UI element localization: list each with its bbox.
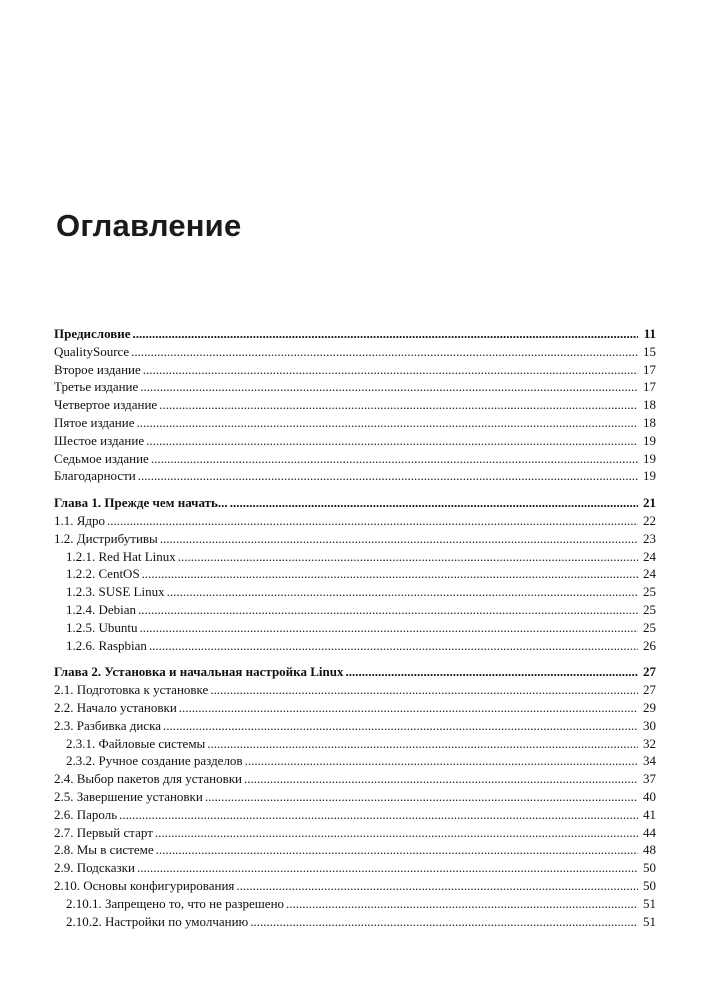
- toc-entry-label: 2.9. Подсказки: [54, 860, 135, 876]
- toc-entry-label: 2.8. Мы в системе: [54, 842, 154, 858]
- toc-entry: [54, 565, 656, 583]
- page-title: Оглавление: [56, 208, 242, 243]
- toc-entry-page-number: 29: [643, 699, 656, 715]
- toc-entry-label: QualitySource: [54, 343, 130, 359]
- toc-entry-label: Третье издание: [54, 379, 139, 395]
- dot-leader: [207, 735, 638, 753]
- toc-entry-page-number: 50: [643, 860, 656, 876]
- dot-leader: [244, 770, 638, 788]
- dot-leader: [138, 601, 638, 619]
- toc-entry: [54, 637, 656, 655]
- toc-entry-label: 2.2. Начало установки: [54, 699, 177, 715]
- toc-entry-label: Глава 2. Установка и начальная настройка Linux: [54, 664, 344, 680]
- toc-entry-page-number: 41: [643, 806, 656, 822]
- toc-entry-page-number: 18: [643, 414, 656, 430]
- dot-leader: [136, 414, 638, 432]
- toc-entry-label: Шестое издание: [54, 432, 145, 448]
- toc-entry-page-number: 22: [643, 512, 656, 528]
- dot-leader: [210, 681, 638, 699]
- toc-entry: [54, 530, 656, 548]
- toc-entry: [54, 752, 656, 770]
- toc-section: [54, 663, 656, 930]
- toc-entry-page-number: 32: [643, 735, 656, 751]
- table-of-contents: [54, 325, 656, 939]
- toc-entry: [54, 877, 656, 895]
- toc-entry: [54, 601, 656, 619]
- toc-entry-page-number: 34: [643, 753, 656, 769]
- toc-entry-label: 1.2.3. SUSE Linux: [66, 584, 165, 600]
- toc-entry-label: 1.2.1. Red Hat Linux: [66, 548, 176, 564]
- toc-entry-page-number: 17: [643, 361, 656, 377]
- toc-entry: [54, 619, 656, 637]
- dot-leader: [149, 637, 638, 655]
- toc-entry-label: 2.3.2. Ручное создание разделов: [66, 753, 243, 769]
- toc-entry: [54, 414, 656, 432]
- toc-entry-label: 2.5. Завершение установки: [54, 788, 203, 804]
- dot-leader: [142, 565, 638, 583]
- toc-entry: [54, 343, 656, 361]
- toc-entry-page-number: 19: [643, 450, 656, 466]
- dot-leader: [179, 699, 638, 717]
- dot-leader: [131, 343, 638, 361]
- dot-leader: [140, 378, 638, 396]
- toc-section: [54, 325, 656, 485]
- toc-entry-page-number: 24: [643, 566, 656, 582]
- toc-entry-page-number: 15: [643, 343, 656, 359]
- dot-leader: [345, 663, 638, 681]
- toc-entry-page-number: 30: [643, 717, 656, 733]
- toc-entry: [54, 824, 656, 842]
- toc-entry-label: Четвертое издание: [54, 397, 158, 413]
- toc-entry: [54, 735, 656, 753]
- toc-entry-page-number: 19: [643, 432, 656, 448]
- toc-entry-page-number: 37: [643, 771, 656, 787]
- dot-leader: [138, 467, 638, 485]
- toc-entry: [54, 788, 656, 806]
- toc-entry-page-number: 48: [643, 842, 656, 858]
- toc-entry: [54, 467, 656, 485]
- dot-leader: [236, 877, 638, 895]
- toc-entry-label: 2.10. Основы конфигурирования: [54, 877, 235, 893]
- toc-entry-page-number: 18: [643, 397, 656, 413]
- dot-leader: [250, 913, 638, 931]
- toc-entry: [54, 806, 656, 824]
- toc-section: [54, 494, 656, 654]
- toc-entry-label: Благодарности: [54, 468, 136, 484]
- toc-entry-label: 2.10.2. Настройки по умолчанию: [66, 913, 249, 929]
- toc-entry-page-number: 44: [643, 824, 656, 840]
- toc-entry-page-number: 27: [643, 682, 656, 698]
- dot-leader: [163, 717, 638, 735]
- dot-leader: [160, 530, 638, 548]
- toc-entry-label: 2.3.1. Файловые системы: [66, 735, 206, 751]
- toc-entry-page-number: 19: [643, 468, 656, 484]
- dot-leader: [137, 859, 638, 877]
- toc-entry: [54, 770, 656, 788]
- toc-entry-label: 2.10.1. Запрещено то, что не разрешено: [66, 895, 285, 911]
- toc-entry-label: Глава 1. Прежде чем начать...: [54, 495, 228, 511]
- dot-leader: [230, 494, 638, 512]
- toc-entry: [54, 450, 656, 468]
- toc-entry: [54, 432, 656, 450]
- toc-entry-page-number: 27: [643, 664, 656, 680]
- toc-entry-page-number: 26: [643, 637, 656, 653]
- toc-entry: [54, 548, 656, 566]
- toc-entry-label: 1.1. Ядро: [54, 512, 106, 528]
- toc-entry-page-number: 17: [643, 379, 656, 395]
- toc-entry: [54, 841, 656, 859]
- dot-leader: [156, 841, 638, 859]
- toc-entry-label: Второе издание: [54, 361, 141, 377]
- toc-entry-label: 2.1. Подготовка к установке: [54, 682, 209, 698]
- dot-leader: [140, 619, 639, 637]
- toc-entry: [54, 699, 656, 717]
- toc-entry-label: 2.6. Пароль: [54, 806, 118, 822]
- dot-leader: [133, 325, 638, 343]
- dot-leader: [143, 361, 638, 379]
- dot-leader: [205, 788, 638, 806]
- toc-entry-label: 1.2.2. CentOS: [66, 566, 140, 582]
- toc-entry-label: 1.2. Дистрибутивы: [54, 530, 158, 546]
- toc-entry: [54, 396, 656, 414]
- toc-entry-page-number: 25: [643, 601, 656, 617]
- toc-entry-label: 2.7. Первый старт: [54, 824, 153, 840]
- toc-chapter-entry: [54, 325, 656, 343]
- toc-entry-label: Седьмое издание: [54, 450, 149, 466]
- toc-entry-page-number: 11: [643, 326, 656, 341]
- dot-leader: [167, 583, 638, 601]
- toc-entry-label: 1.2.5. Ubuntu: [66, 619, 138, 635]
- toc-entry-label: 2.4. Выбор пакетов для установки: [54, 771, 242, 787]
- toc-entry-page-number: 25: [643, 619, 656, 635]
- toc-entry: [54, 512, 656, 530]
- toc-chapter-entry: [54, 494, 656, 512]
- toc-entry-label: Предисловие: [54, 326, 131, 341]
- toc-entry-page-number: 21: [643, 495, 656, 511]
- toc-entry-page-number: 40: [643, 788, 656, 804]
- toc-entry-page-number: 24: [643, 548, 656, 564]
- toc-entry: [54, 717, 656, 735]
- toc-entry: [54, 859, 656, 877]
- dot-leader: [286, 895, 638, 913]
- toc-entry-label: 2.3. Разбивка диска: [54, 717, 161, 733]
- dot-leader: [178, 548, 638, 566]
- toc-entry: [54, 361, 656, 379]
- toc-entry-page-number: 51: [643, 913, 656, 929]
- toc-entry-label: 1.2.6. Raspbian: [66, 637, 147, 653]
- dot-leader: [119, 806, 638, 824]
- toc-entry: [54, 913, 656, 931]
- toc-entry-label: Пятое издание: [54, 414, 135, 430]
- toc-chapter-entry: [54, 663, 656, 681]
- dot-leader: [155, 824, 638, 842]
- toc-entry-page-number: 50: [643, 877, 656, 893]
- toc-entry: [54, 681, 656, 699]
- toc-entry: [54, 583, 656, 601]
- dot-leader: [146, 432, 638, 450]
- dot-leader: [159, 396, 638, 414]
- toc-entry-label: 1.2.4. Debian: [66, 601, 137, 617]
- toc-entry-page-number: 25: [643, 584, 656, 600]
- toc-entry: [54, 895, 656, 913]
- dot-leader: [151, 450, 638, 468]
- toc-entry-page-number: 23: [643, 530, 656, 546]
- toc-entry: [54, 378, 656, 396]
- dot-leader: [107, 512, 638, 530]
- dot-leader: [245, 752, 638, 770]
- toc-entry-page-number: 51: [643, 895, 656, 911]
